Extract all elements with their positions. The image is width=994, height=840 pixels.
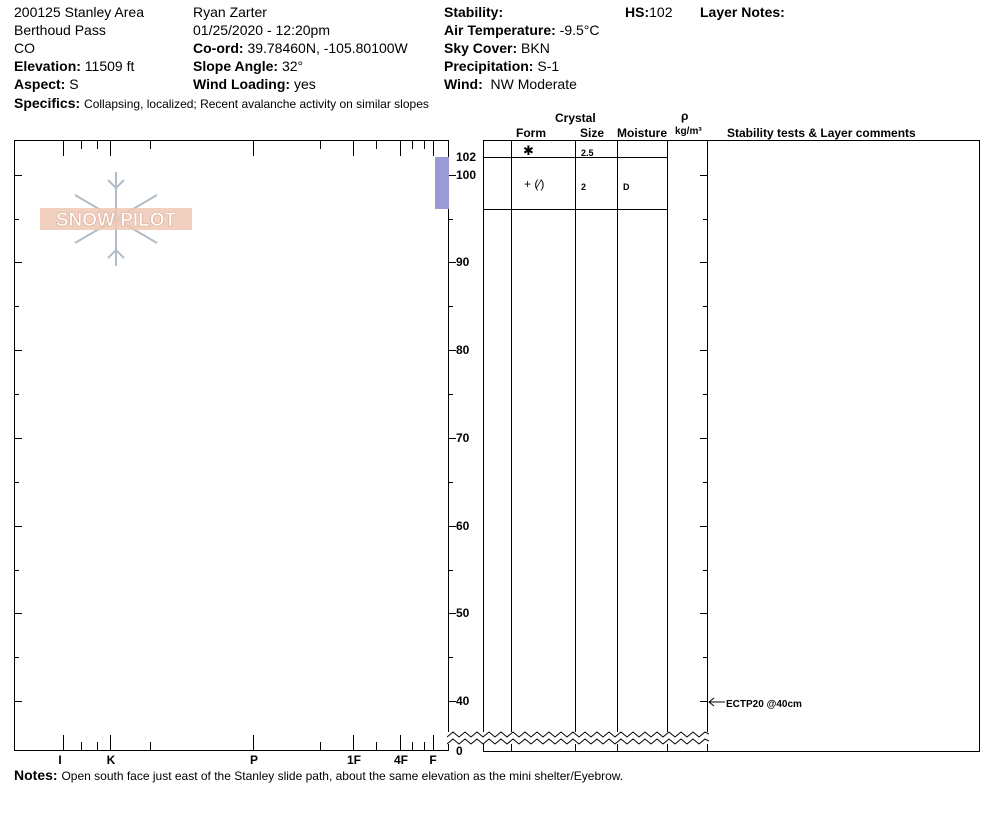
wind-loading-label: Wind Loading: <box>193 76 291 92</box>
stability-test-text: ECTP20 @40cm <box>726 699 802 710</box>
stability-label: Stability: <box>444 4 504 20</box>
slope-angle-label: Slope Angle: <box>193 58 279 74</box>
hardness-label-1f: 1F <box>346 753 361 767</box>
pit-title: 200125 Stanley Area <box>14 4 144 20</box>
stability-comments-header: Stability tests & Layer comments <box>727 126 916 140</box>
depth-label-80: 80 <box>456 343 470 357</box>
depth-label-100: 100 <box>456 168 477 182</box>
stability-test-marker <box>708 696 908 710</box>
aspect-value: S <box>69 76 79 92</box>
air-temp-label: Air Temperature: <box>444 22 556 38</box>
location-name: Berthoud Pass <box>14 22 106 38</box>
notes-value: Open south face just east of the Stanley slide path, about the same elevation as the mini shelter/Eyebrow. <box>61 769 624 783</box>
layer-form-symbol: ✱ <box>523 143 534 158</box>
slope-angle-value: 32° <box>281 58 304 74</box>
depth-label-50: 50 <box>456 606 470 620</box>
coord-value: 39.78460N, -105.80100W <box>247 40 408 56</box>
layer-moisture: D <box>623 182 630 192</box>
hardness-bar <box>435 157 449 209</box>
precipitation-value: S-1 <box>537 58 560 74</box>
axis-break-zigzag <box>447 728 709 750</box>
wind-loading-value: yes <box>293 76 316 92</box>
depth-label-60: 60 <box>456 519 470 533</box>
moisture-header: Moisture <box>617 126 668 140</box>
sky-cover-label: Sky Cover: <box>444 40 518 56</box>
snowpilot-logo <box>36 170 196 268</box>
notes-label: Notes: <box>14 767 58 783</box>
elevation-value: 11509 ft <box>84 58 135 74</box>
precipitation-label: Precipitation: <box>444 58 534 74</box>
form-header: Form <box>516 126 546 140</box>
elevation-label: Elevation: <box>14 58 81 74</box>
hardness-label-4f: 4F <box>393 753 408 767</box>
aspect-label: Aspect: <box>14 76 66 92</box>
depth-label-90: 90 <box>456 255 470 269</box>
hardness-label-p: P <box>249 753 258 767</box>
observer-name: Ryan Zarter <box>193 4 267 20</box>
coord-label: Co-ord: <box>193 40 244 56</box>
sky-cover-value: BKN <box>521 40 550 56</box>
observation-datetime: 01/25/2020 - 12:20pm <box>193 22 330 38</box>
logo-text: SNOW PILOT <box>55 210 177 231</box>
layer-size: 2.5 <box>581 148 594 158</box>
hardness-label-k: K <box>106 753 116 767</box>
hardness-label-i: I <box>58 753 62 767</box>
size-header: Size <box>580 126 605 140</box>
air-temp-value: -9.5°C <box>559 22 600 38</box>
specifics-value: Collapsing, localized; Recent avalanche activity on similar slopes <box>84 97 429 111</box>
state-name: CO <box>14 40 35 56</box>
depth-label-0: 0 <box>456 744 463 758</box>
arrow-left-icon <box>708 696 728 710</box>
hardness-label-f: F <box>429 753 437 767</box>
wind-value: NW Moderate <box>490 76 577 92</box>
snowflake-icon <box>36 170 196 268</box>
depth-label-102: 102 <box>456 150 477 164</box>
crystal-header: Crystal <box>555 111 596 125</box>
depth-label-40: 40 <box>456 694 470 708</box>
hs-value: 102 <box>649 4 673 20</box>
density-rho-header: ρ <box>681 109 689 123</box>
depth-label-70: 70 <box>456 431 470 445</box>
density-unit-header: kg/m³ <box>675 126 702 137</box>
specifics-label: Specifics: <box>14 95 81 111</box>
layer-notes-label: Layer Notes: <box>700 4 785 20</box>
wind-label: Wind: <box>444 76 483 92</box>
layer-form-symbol: + (⁄) <box>524 177 545 191</box>
hs-label: HS: <box>625 4 650 20</box>
layer-size: 2 <box>581 182 587 192</box>
